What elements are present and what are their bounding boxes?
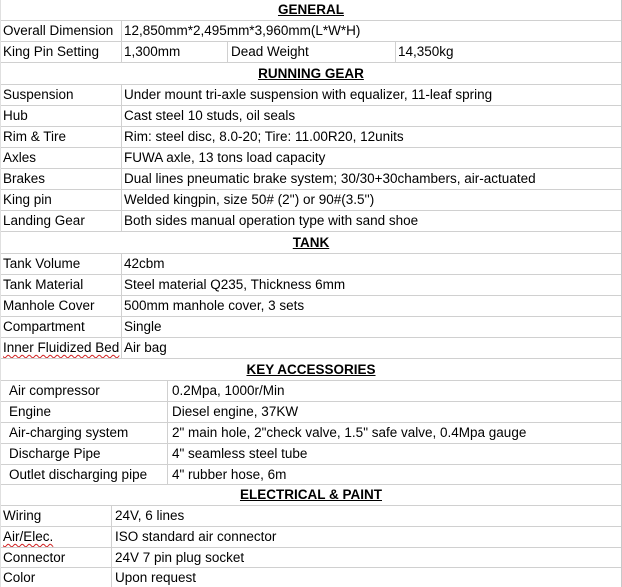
row-value: 1,300mm [124,44,181,59]
row-label: Air compressor [9,383,100,398]
row-value: 4" seamless steel tube [172,446,308,461]
section-title: TANK [292,235,330,250]
table-row [0,296,622,317]
row-value: Diesel engine, 37KW [172,404,299,419]
row-value: Rim: steel disc, 8.0-20; Tire: 11.00R20, 12units [124,129,404,144]
row-value: 4" rubber hose, 6m [172,467,287,482]
section-title: RUNNING GEAR [258,66,364,81]
row-label: Air-charging system [9,425,129,440]
row-label: Hub [3,108,28,123]
table-row [0,148,622,169]
row-label: Compartment [3,319,85,334]
section-header-electrical-paint [0,485,622,506]
table-row [0,465,622,485]
table-row [0,381,622,402]
row-value: Air bag [124,340,167,355]
section-header-general [0,0,622,21]
table-row [0,402,622,423]
row-label: King Pin Setting [3,44,100,59]
row-value: Steel material Q235, Thickness 6mm [124,277,346,292]
section-header-running-gear [0,63,622,85]
row-label: Axles [3,150,37,165]
row-value: Welded kingpin, size 50# (2'') or 90#(3.5'') [124,192,375,207]
row-value: 42cbm [124,256,165,271]
spell-check-underline: Inner Fluidized Bed [3,340,120,355]
table-row [0,169,622,190]
table-row [0,42,622,63]
row-label: Rim & Tire [3,129,67,144]
table-row [0,254,622,275]
section-header-key-accessories [0,359,622,381]
row-value: 24V, 6 lines [115,508,185,523]
table-row [0,211,622,232]
row-label: King pin [3,192,52,207]
row-label: Engine [9,404,52,419]
row-value: Both sides manual operation type with sand shoe [124,213,419,228]
table-row [0,106,622,127]
table-row [0,548,622,568]
table-row [0,127,622,148]
row-value: Cast steel 10 studs, oil seals [124,108,296,123]
row-label [3,338,124,358]
row-value: 12,850mm*2,495mm*3,960mm(L*W*H) [124,23,361,38]
row-label: Wiring [3,508,42,523]
row-label: Landing Gear [3,213,85,228]
row-value: Single [124,319,162,334]
row-label: Suspension [3,87,74,102]
spell-check-underline: Air/Elec. [3,529,54,544]
table-row [0,506,622,527]
table-row [0,527,622,548]
row-label: Connector [3,550,66,565]
section-title: ELECTRICAL & PAINT [239,487,382,502]
row-label: Color [3,570,36,585]
row-label: Overall Dimension [3,23,114,38]
table-row [0,275,622,296]
table-row [0,190,622,211]
row-value: FUWA axle, 13 tons load capacity [124,150,326,165]
row-value: 2" main hole, 2"check valve, 1.5" safe valve, 0.4Mpa gauge [172,425,527,440]
row-label: Outlet discharging pipe [9,467,148,482]
table-row [0,317,622,338]
row-label: Dead Weight [231,44,309,59]
row-value: ISO standard air connector [115,529,277,544]
table-row [0,85,622,106]
row-value: Upon request [115,570,197,585]
table-row [0,568,622,587]
table-row [0,21,622,42]
row-value: 24V 7 pin plug socket [115,550,245,565]
section-title: GENERAL [277,2,344,17]
table-row [0,444,622,465]
row-label: Tank Volume [3,256,81,271]
table-row [0,338,622,359]
row-label [3,527,111,547]
section-title: KEY ACCESSORIES [246,362,376,377]
table-row [0,423,622,444]
row-value: Dual lines pneumatic brake system; 30/30+30chambers, air-actuated [124,171,536,186]
row-value: 0.2Mpa, 1000r/Min [172,383,285,398]
row-value: 500mm manhole cover, 3 sets [124,298,305,313]
section-header-tank [0,232,622,254]
row-value: 14,350kg [398,44,454,59]
row-label: Manhole Cover [3,298,95,313]
row-label: Tank Material [3,277,84,292]
row-value: Under mount tri-axle suspension with equalizer, 11-leaf spring [124,87,493,102]
row-label: Brakes [3,171,46,186]
row-label: Discharge Pipe [9,446,101,461]
